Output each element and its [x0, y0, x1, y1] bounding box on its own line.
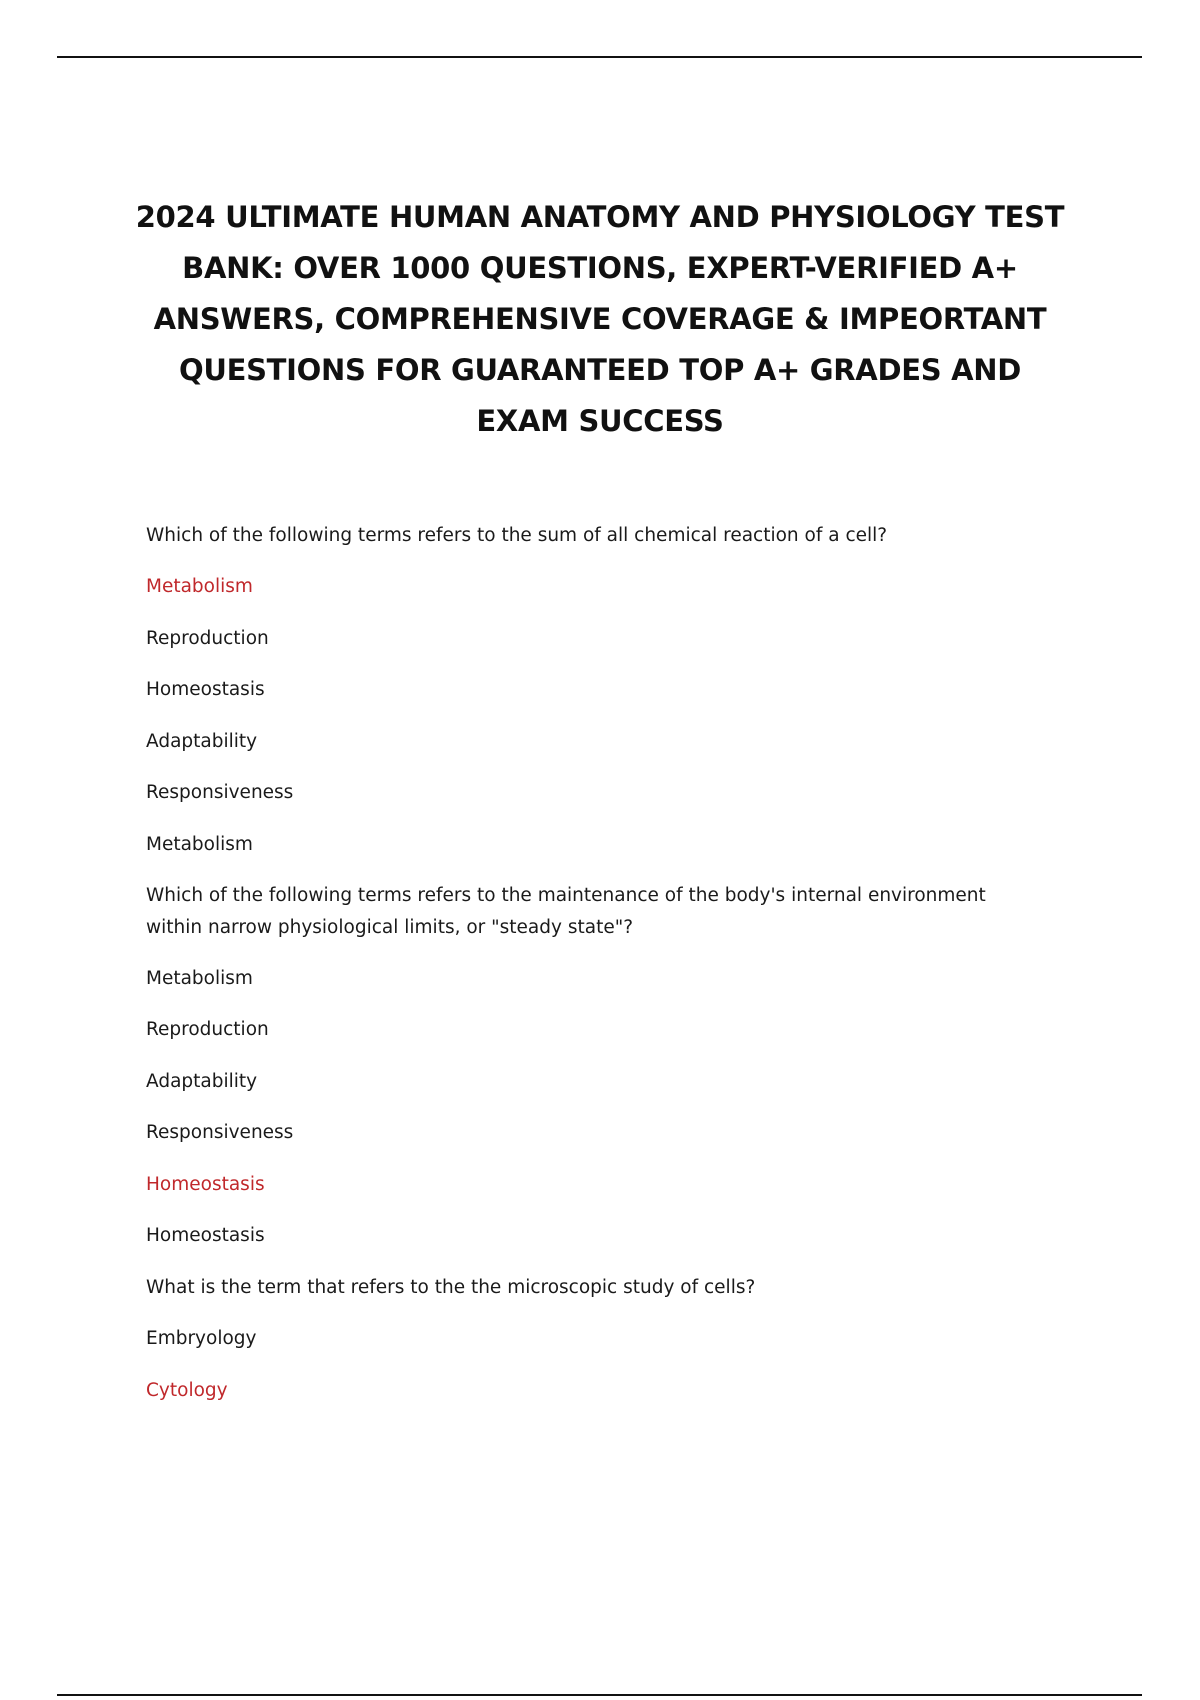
question-text: What is the term that refers to the the microscopic study of cells?: [146, 1277, 756, 1298]
question-text: Which of the following terms refers to the sum of all chemical reaction of a cell?: [146, 525, 888, 546]
option: Reproduction: [146, 628, 269, 649]
option-correct: Homeostasis: [146, 1174, 265, 1195]
option-correct: Metabolism: [146, 576, 253, 597]
top-rule: [57, 56, 1142, 58]
option: Embryology: [146, 1328, 257, 1349]
option: Responsiveness: [146, 782, 294, 803]
option-correct: Cytology: [146, 1380, 228, 1401]
answer-line: Metabolism: [146, 834, 253, 855]
option: Metabolism: [146, 968, 253, 989]
option: Adaptability: [146, 1071, 258, 1092]
option: Responsiveness: [146, 1122, 294, 1143]
option: Homeostasis: [146, 679, 265, 700]
document-title: 2024 ULTIMATE HUMAN ANATOMY AND PHYSIOLOGY TEST BANK: OVER 1000 QUESTIONS, EXPERT-VERIFIED A+ ANSWERS, COMPREHENSIVE COVERAGE & IMPEORTANT QUESTIONS FOR GUARANTEED TOP A+ GRADES AND EXAM SUCCESS: [135, 200, 1065, 438]
option: Adaptability: [146, 731, 258, 752]
option: Reproduction: [146, 1019, 269, 1040]
answer-line: Homeostasis: [146, 1225, 265, 1246]
question-text: Which of the following terms refers to the maintenance of the body's internal environment within narrow physiological limits, or "steady state"?: [146, 885, 986, 938]
bottom-rule: [57, 1694, 1142, 1696]
